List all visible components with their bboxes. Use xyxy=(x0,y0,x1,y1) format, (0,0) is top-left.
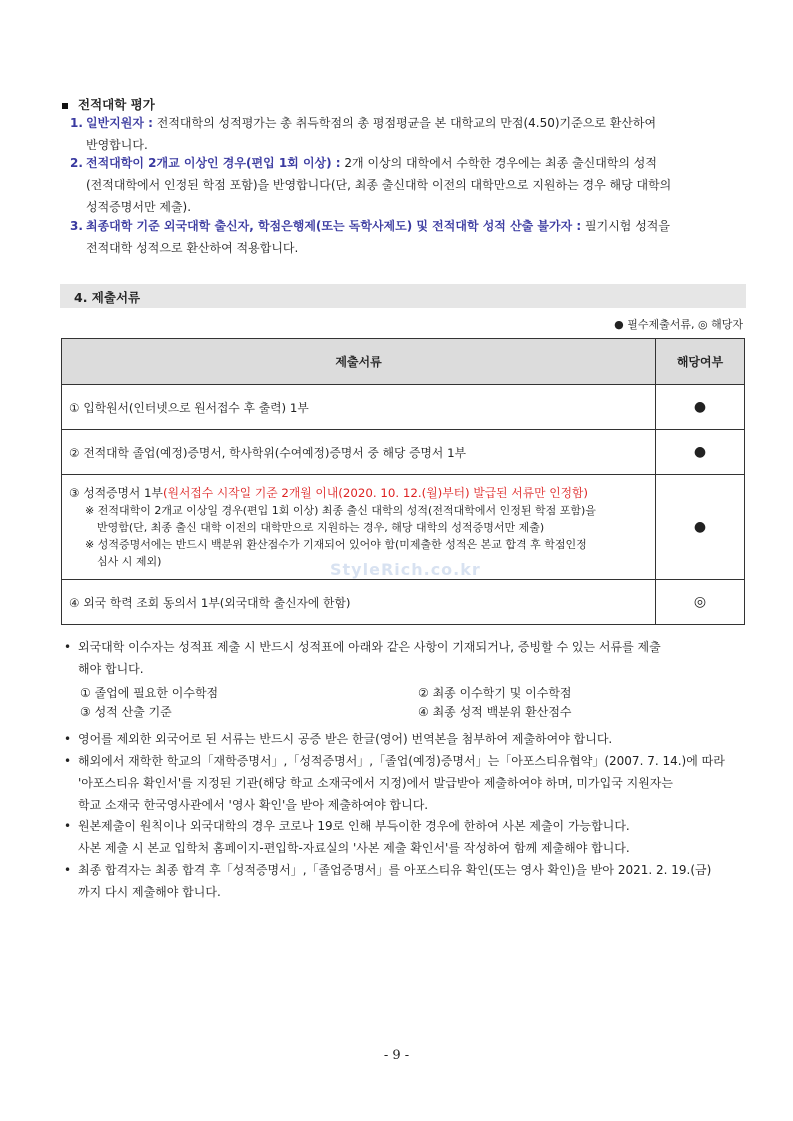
eval-item-1: 1. 일반지원자 : 전적대학의 성적평가는 총 취득학점의 총 평점평균을 본 대학교의 만점(4.50)기준으로 환산하여 반영합니다. xyxy=(70,116,657,152)
bullet-copy-submission: • 원본제출이 원칙이나 외국대학의 경우 코로나 19로 인해 부득이한 경우에 한하여 사본 제출이 가능합니다. 사본 제출 시 본교 입학처 홈페이지-편입학-자료실의 '사본 제출 확인서'를 작성하여 함께 제출해야 합니다. xyxy=(64,819,630,855)
bullet-apostille: • 해외에서 재학한 학교의「재학증명서」,「성적증명서」,「졸업(예정)증명서」는「아포스티유협약」(2007. 7. 14.)에 따라 '아포스티유 확인서'를 지정된 기관(해당 학교 소재국에서 지정)에서 발급받아 제출하여야 하며, 미가입국 지원자는 학교 소재국 한국영사관에서 '영사 확인'을 받아 제출하여야 합니다. xyxy=(64,754,725,812)
table-header-row xyxy=(62,339,745,385)
page-number: - 9 - xyxy=(383,1048,410,1063)
section-title: 전적대학 평가 xyxy=(62,95,155,113)
bullet-final-admits: • 최종 합격자는 최종 합격 후「성적증명서」,「졸업증명서」를 아포스티유 확인(또는 영사 확인)을 받아 2021. 2. 19.(금) 까지 다시 제출해야 합니다. xyxy=(64,863,712,899)
documents-table xyxy=(61,338,745,625)
eval-item-2: 2. 전적대학이 2개교 이상인 경우(편입 1회 이상) : 2개 이상의 대학에서 수학한 경우에는 최종 출신대학의 성적 (전적대학에서 인정된 학점 포함)을 반영합니다(단, 최종 출신대학 이전의 대학만으로 지원하는 경우 해당 대학의 성적증명서만 제출). xyxy=(70,156,672,214)
bullet-translation: • 영어를 제외한 외국어로 된 서류는 반드시 공증 받은 한글(영어) 번역본을 첨부하여 제출하여야 합니다. xyxy=(64,732,613,746)
sub-list-right: ② 최종 이수학기 및 이수학점 ④ 최종 성적 백분위 환산점수 xyxy=(418,686,572,719)
section4-header: 4. 제출서류 xyxy=(60,284,746,308)
watermark: StyleRich.co.kr xyxy=(330,560,481,579)
col-header-documents: 제출서류 xyxy=(62,339,656,385)
sub-list-left: ① 졸업에 필요한 이수학점 ③ 성적 산출 기준 xyxy=(80,686,219,719)
bullet-foreign-transcript: • 외국대학 이수자는 성적표 제출 시 반드시 성적표에 아래와 같은 사항이 기재되거나, 증빙할 수 있는 서류를 제출 해야 합니다. xyxy=(64,640,661,676)
legend: ● 필수제출서류, ◎ 해당자 xyxy=(614,318,743,331)
eval-item-3: 3. 최종대학 기준 외국대학 출신자, 학점은행제(또는 독학사제도) 및 전적대학 성적 산출 불가자 : 필기시험 성적을 전적대학 성적으로 환산하여 적용합니다. xyxy=(70,219,670,255)
table-row: ① 입학원서(인터넷으로 원서접수 후 출력) 1부 ● xyxy=(62,385,745,430)
square-bullet-icon xyxy=(62,103,68,109)
table-row: ② 전적대학 졸업(예정)증명서, 학사학위(수여예정)증명서 중 해당 증명서 1부 ● xyxy=(62,430,745,475)
table-row: ④ 외국 학력 조회 동의서 1부(외국대학 출신자에 한함) ◎ xyxy=(62,580,745,625)
table-row: ③ 성적증명서 1부(원서접수 시작일 기준 2개월 이내(2020. 10. 12.(월)부터) 발급된 서류만 인정함) ※ 전적대학이 2개교 이상일 경우(편입 1회 이상) 최종 출신 대학의 성적(전적대학에서 인정된 학점 포함)을 반영함(단, 최종 출신 대학 이전의 대학만으로 지원하는 경우, 해당 대학의 성적증명서만 제출) ※ 성적증명서에는 반드시 백분위 환산점수가 기재되어 있어야 함(미제출한 성적은 본교 합격 후 학점인정 심사 시 제외) ● xyxy=(62,475,745,580)
col-header-applicable: 해당여부 xyxy=(656,339,745,385)
